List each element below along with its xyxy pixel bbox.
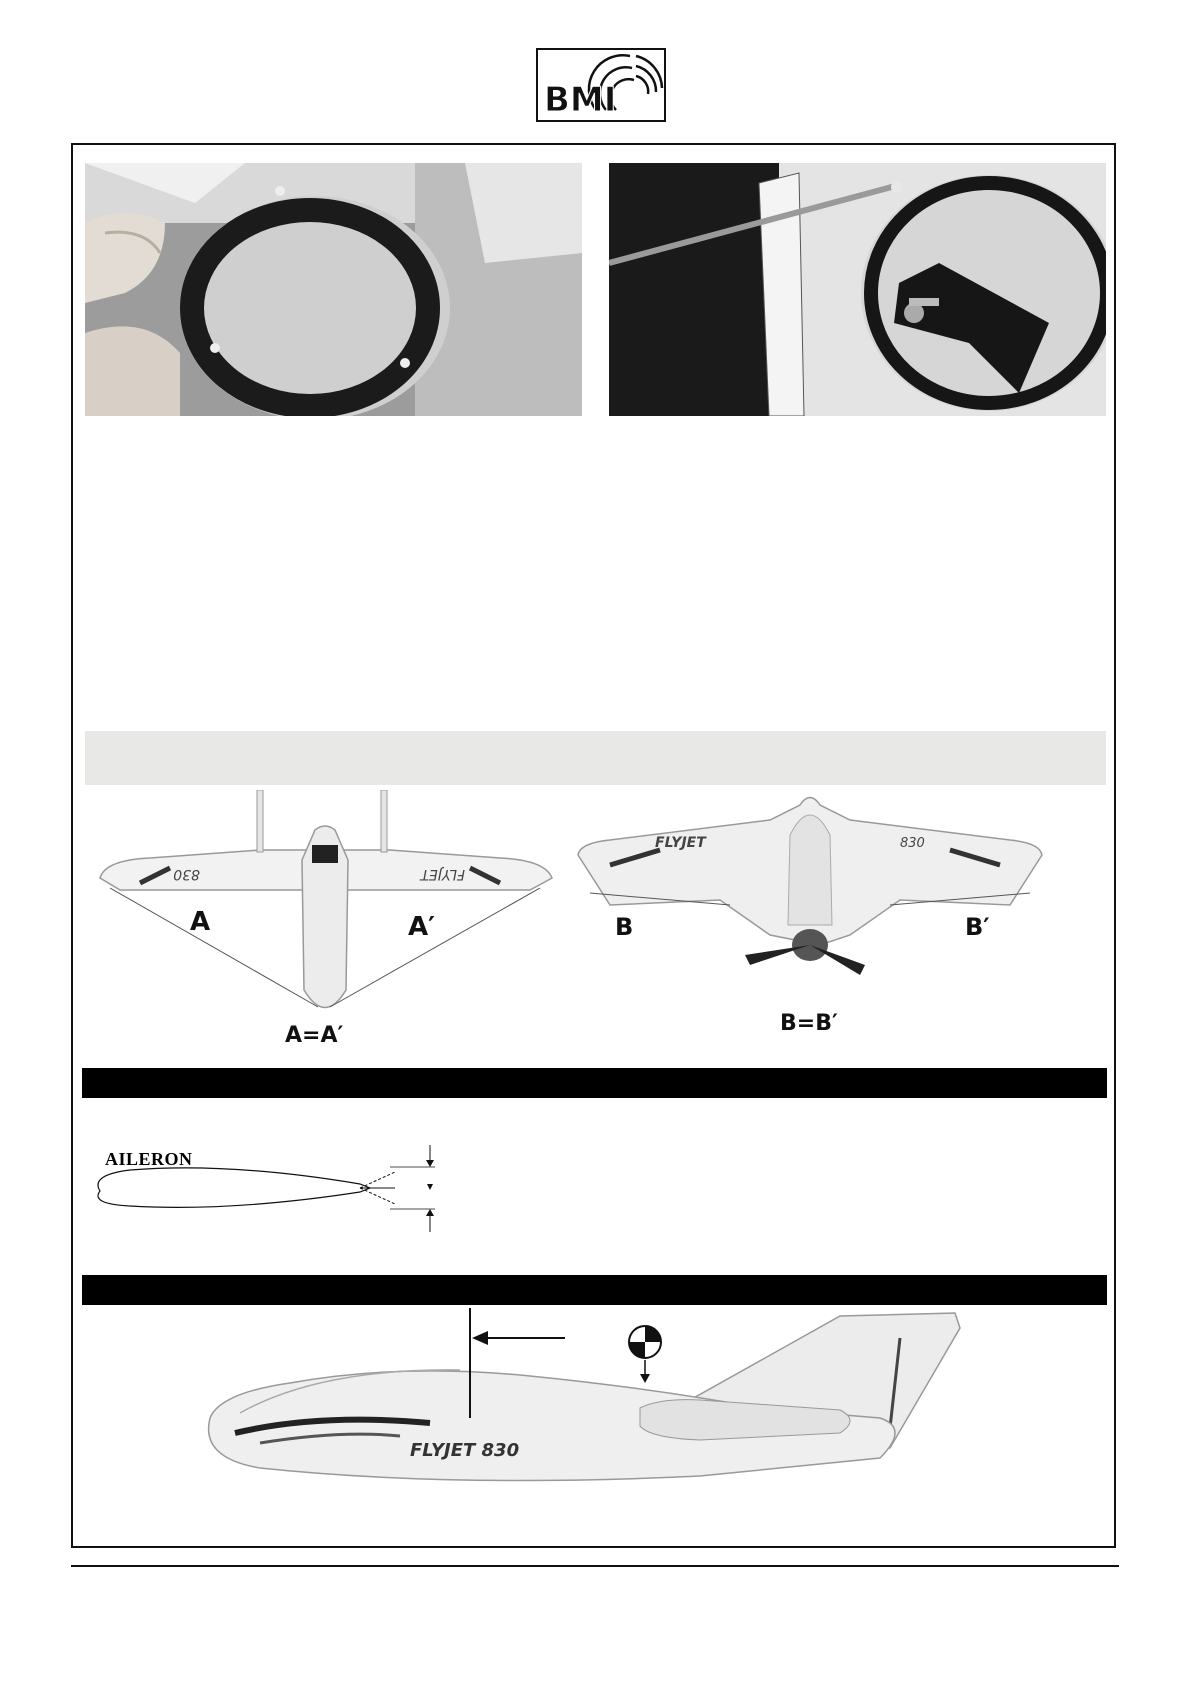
label-a: A [190,907,211,937]
label-a-prime: A′ [408,912,435,942]
decal-top-left: 830 [173,866,200,882]
decal-top-right: FLYJET [420,866,465,882]
logo-text: BMI [544,80,617,120]
footer-rule [71,1565,1119,1567]
diagram-wing-alignment-bottom [570,795,1105,1040]
section-heading-band [85,731,1106,785]
section-heading-bar-center-of-gravity [82,1275,1107,1305]
photo-motor-mount-ring [85,163,582,416]
formula-b: B=B′ [780,1011,838,1036]
cg-symbol-icon [629,1326,661,1383]
section-heading-bar-control-throws [82,1068,1107,1098]
side-decal: FLYJET 830 [410,1440,520,1461]
label-b: B [615,913,634,941]
diagram-center-of-gravity-side [200,1308,970,1488]
photo-motor-mount-installed [609,163,1106,416]
decal-bottom-right: 830 [900,836,925,851]
bmi-logo [536,48,666,122]
diagram-wing-alignment-top [90,790,560,1045]
formula-a: A=A′ [285,1023,344,1045]
label-b-prime: B′ [965,913,990,941]
aileron-throw-diagram [90,1140,460,1235]
decal-bottom-left: FLYJET [655,835,706,851]
aileron-label: AILERON [105,1149,193,1169]
